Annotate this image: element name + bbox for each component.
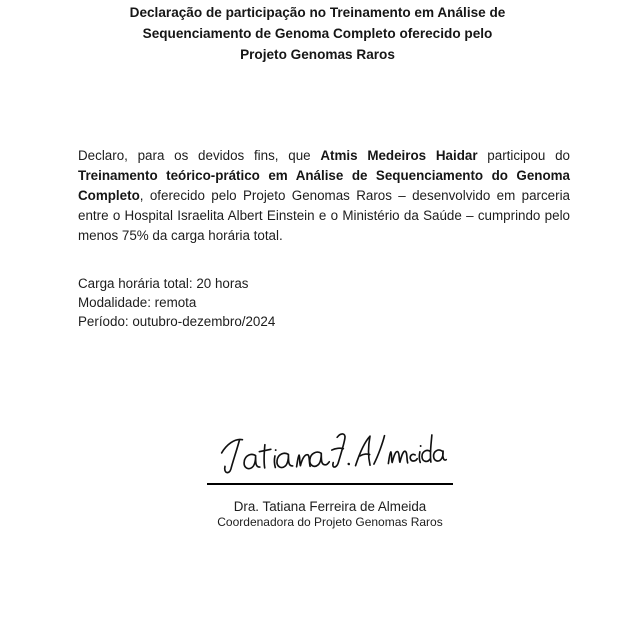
signature-rule	[207, 483, 453, 485]
document-title-line-2: Sequenciamento de Genoma Completo oferecido pelo	[142, 26, 493, 41]
training-details	[78, 274, 570, 331]
signer-role: Coordenadora do Projeto Genomas Raros	[217, 515, 443, 529]
detail-workload: Carga horária total: 20 horas	[78, 276, 249, 291]
detail-period: Período: outubro-dezembro/2024	[78, 314, 276, 329]
signature-block	[207, 425, 453, 529]
detail-modality: Modalidade: remota	[78, 295, 197, 310]
document-title-line-1: Declaração de participação no Treinamento em Análise de	[129, 5, 506, 20]
declaration-paragraph: Declaro, para os devidos fins, que Atmis Medeiros Haidar participou do Treinamento teórico-prático em Análise de Sequenciamento do Genoma Completo, oferecido pelo Projeto Genomas Raros – desenvolvido em parceria entre o Hospital Israelita Albert Einstein e o Ministério da Saúde – cumprindo pelo menos 75% da carga horária total.	[78, 148, 571, 244]
document-title	[0, 2, 635, 65]
document-title-line-3: Projeto Genomas Raros	[240, 47, 395, 62]
handwritten-signature-image	[210, 425, 450, 483]
signer-name: Dra. Tatiana Ferreira de Almeida	[233, 499, 427, 514]
